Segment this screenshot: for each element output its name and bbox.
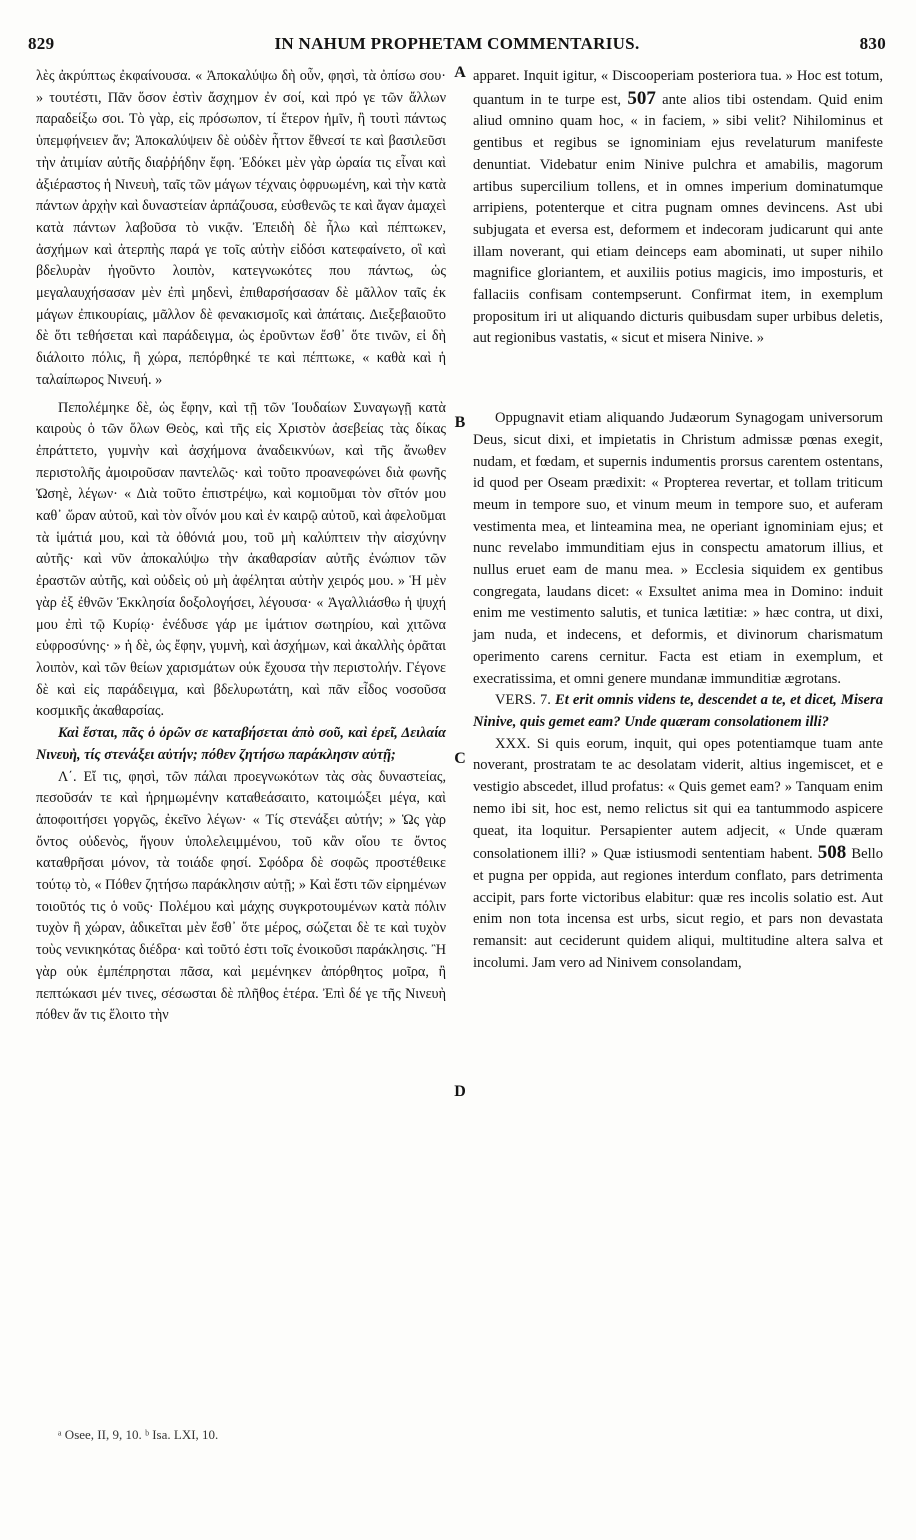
column-number-508: 508 <box>817 842 847 864</box>
footnote: ᵃ Osee, II, 9, 10. ᵇ Isa. LXI, 10. <box>58 1427 219 1442</box>
margin-letter-a: A <box>454 64 466 81</box>
greek-verse: Καὶ ἔσται, πᾶς ὁ ὁρῶν σε καταβήσεται ἀπὸ σοῦ, καὶ ἐρεῖ, Δειλαία Νινευὴ, τίς στενάξει αὐτήν; πόθεν ζητήσω παράκλησιν αὐτῇ; <box>36 725 446 763</box>
greek-column <box>36 66 446 1027</box>
latin-paragraph-1-start: apparet. Inquit igitur, « Discooperiam posteriora tua. » Hoc est totum, quantum in te turpe est, <box>473 68 883 108</box>
latin-paragraph-3-start: XXX. Si quis eorum, inquit, qui opes potentiamque tuam ante noverant, prostratam te ac desolatam viderit, altius ingemiscet, et e vestigio abscedet, illud profatus: « Quis gemet eam? » Tanquam enim nemo ibi sit, hoc est, nemo relictus sit qui ea tantummodo aspicere queat, ita loquitur. Persapienter autem adjecit, « Unde quæram consolationem illi? » Quæ istiusmodi sententiam habent. <box>473 735 883 863</box>
margin-letter-c: C <box>454 750 466 767</box>
running-title: IN NAHUM PROPHETAM COMMENTARIUS. <box>274 34 640 53</box>
column-number-507: 507 <box>627 87 656 109</box>
latin-paragraph-2: Oppugnavit etiam aliquando Judæorum Synagogam universorum Deus, sicut dixi, et impietatis in Christum admissæ pœnas exegit, nudam, et fœdam, et supernis indumentis prorsus carentem ostentans, id quod per Oseam prædixit: « Propterea revertar, et tollam triticum meum in tempore suo, et vinum meum in tempore suo, et auferam vestimenta mea, et linteamina mea, ne operiant ignominiam ejus; et nunc revelabo immunditiam ejus in conspectu amatorum illius, et nullus eruet eam de manu mea. » Ecclesia siquidem ex gentibus congregata, laudans dicet: « Exsultet anima mea in Domino: induit enim me vestimento salutis, et tunica lætitiæ: » hæc contra, ut dixi, jam nuda, et indecens, et deformis, et divinorum charismatum operimento carens cernitur. Facta est etiam in exemplum, et execratissima, et omni genere mundanæ immunditiæ ægrotans. <box>473 410 883 687</box>
latin-paragraph-1 <box>473 66 883 350</box>
verse-label: VERS. 7. <box>495 692 551 709</box>
greek-paragraph-3: Λ΄. Εἴ τις, φησὶ, τῶν πάλαι προεγνωκότων τὰς σὰς δυναστείας, πεσοῦσάν τε καὶ ἠρημωμένην καταθεάσαιτο, κατοιμώξει μέγα, καὶ ἀποφοιτήσει γοργῶς, ἐκεῖνο λέγων· « Τίς στενάξει αὐτήν; » Ὡς γὰρ ὄντος οὐδενὸς, ἥγουν ὑπολελειμμένου, τοῦ κἂν οἴου τε ὄντος καταθρῆσαι μόνον, τὰ τοιάδε φησί. Σφόδρα δὲ σοφῶς προστέθεικε τούτῳ τὸ, « Πόθεν ζητήσω παράκλησιν αὐτῇ; » Καὶ ἔστι τῶν εἰρημένων τοιοῦτός τις ὁ νοῦς· Πολέμου καὶ μάχης συγκροτουμένων κατὰ πόλιν τυχὸν ἢ χώραν, ἀδικεῖται μὲν ἔσθ᾿ ὅτε μέρος, σώζεται δὲ τε καὶ τυχὸν τοὺς νενικηκότας διέδρα· καὶ τοῦτό ἐστι τοῖς ἐνοικοῦσι παράκλησις. Ἢ γὰρ οὐκ ἐμπέπρησται πᾶσα, καὶ μεμένηκεν ἀπόρθητος μοῖρα, ἢ πεπτώκασι μέν τινες, σέσωσται δὲ πλῆθος ἑτέρα. Ἐπὶ δέ γε τῆς Νινευὴ πόθεν ἄν τις ἕλοιτο τὴν <box>36 768 446 1024</box>
greek-paragraph-2: Πεπολέμηκε δὲ, ὡς ἔφην, καὶ τῇ τῶν Ἰουδαίων Συναγωγῇ κατὰ καιροὺς ὁ τῶν ὅλων Θεὸς, καὶ τῆς εἰς Χριστὸν ἀσεβείας τὰς δίκας ἐπράττετο, γυμνὴν καὶ ἀσχήμονα ἀναδεικνύων, καὶ τῆς ἄνωθεν περιστολῆς ἀμοιροῦσαν παντελῶς· καὶ τοῦτο προανεφώνει διὰ φωνῆς Ὠσηὲ, λέγων· « Διὰ τοῦτο ἐπιστρέψω, καὶ κομιοῦμαι τὸν σῖτόν μου καθ᾿ ὥραν αὐτοῦ, καὶ τὸν οἶνόν μου καὶ ἐν καιρῷ αὐτοῦ, καὶ ἀφελοῦμαι τὰ ἱμάτιά μου, καὶ τὰ ὀθόνιά μου, τοῦ μὴ καλύπτειν τὴν αἰσχύνην αὐτῆς· καὶ νῦν ἀποκαλύψω τὴν ἀκαθαρσίαν αὐτῆς ἐνώπιον τῶν ἐραστῶν αὐτῆς, καὶ οὐδεὶς οὐ μὴ ἀφέληται αὐτὴν χειρός μου. » Ἡ μὲν γὰρ ἐξ ἐθνῶν Ἐκκλησία δοξολογήσει, λέγουσα· « Ἀγαλλιάσθω ἡ ψυχή μου ἐπὶ τῷ Κυρίῳ· ἐνέδυσε γάρ με ἱμάτιον σωτηρίου, καὶ χιτῶνα εὐφροσύνης· » ἡ δὲ, ὡς ἔφην, γυμνὴ, καὶ ἀσχήμων, καὶ ἀκαλλὴς ὁρᾶται λοιπὸν, καὶ τῶν θείων χαρισμάτων οὐκ ἔχουσα τὴν περιστολήν. Γέγονε δὲ καὶ εἰς παράδειγμα, καὶ βδελυρωτάτη, καὶ πᾶν εἶδος νοσοῦσα κοσμικῆς ἀκαθαρσίας. <box>36 399 446 720</box>
greek-paragraph-1: λὲς ἀκρύπτως ἐκφαίνουσα. « Ἀποκαλύψω δὴ οὖν, φησὶ, τὰ ὀπίσω σου· » τουτέστι, Πᾶν ὅσον ἐστὶν ἄσχημον ἐν σοί, καὶ πρό γε τῶν ἄλλων παραδείξω σοι. Τὸ γὰρ, εἰς πρόσωπον, τί ἕτερον ἡμῖν, ἢ τουτὶ πάντως ὑπεμφήνειεν ἄν; Ἀποκαλύψειν δὲ οὐδὲν ἧττον ἔθνεσί τε καὶ βασιλεῦσι τὴν ἀτιμίαν αὐτῆς διαῤῥήδην ἔφη. Ἐδόκει μὲν γὰρ ὡραία τις εἶναι καὶ ἀξιέραστος ἡ Νινευὴ, ταῖς τῶν μάγων τέχναις ὀφρυωμένη, καὶ τὴν κατὰ πάντων ἀρχὴν καὶ δυναστείαν ἁρπάζουσα, εὐσθενῶς τε καὶ ἄγαν ἀμαχεὶ κατὰ πάντων λαβοῦσα τὸ νικᾷν. Ἐπειδὴ δὲ ἧλω καὶ πέπτωκεν, ἀσχήμων καὶ ἀτερπὴς παρά γε τοῖς αὐτὴν εἰδόσι κατεφαίνετο, οἳ καὶ βδελυρὰν ἡγοῦντο λοιπὸν, κατεγνωκότες που πάντως, ὡς μεγαλαυχήσασαν μὲν ἐπὶ μηδενὶ, ἐπιθαρσήσασαν δὲ μᾶλλον ταῖς ἐκ μάγων ἐπικουρίαις, μᾶλλον δὲ φενακισμοῖς καὶ ἀπάταις. Διεξεβαιοῦτο δὲ ὅτι τεθήσεται καὶ παράδειγμα, ὡς ἐροῦντων ἔσθ᾿ ὅτε τινῶν, εἰ δὴ διάλοιτο πόλις, ἢ χώρα, πεπόρθηκέ τε καὶ πέπτωκε, « καθὰ καὶ ἡ ταλαίπωρος Νινευή. » <box>36 68 446 388</box>
page-number-left: 829 <box>28 34 55 53</box>
margin-letter-d: D <box>454 1083 466 1100</box>
latin-verse <box>473 690 883 733</box>
latin-paragraph-1-end: ante alios tibi ostendam. Quid enim aliud omnino quam hoc, « in faciem, » sibi velit? Nihilominus et gentibus et regibus se ignominiam ejus revelaturum manifeste denuntiat. Videbatur enim Ninive pulchra et amabilis, magorum artibus supercilium tollens, et in omnes imperium dominatumque arripiens, potenterque et citra pugnam omnes devincens. Ast ubi subjugata et eversa est, deformem et indecoram judicarunt qui ante illam noverant, qui etiam deinceps eam abominati, ut super nihilo magnifice gloriantem, et auxiliis potius magicis, imo imposturis, et fallaciis confisam contempserunt. Confirmat item, in exemplum propositum iri ut aliquando dicturis quibusdam super urbibus deletis, aut regionibus vastatis, « sicut et misera Ninive. » <box>473 91 883 347</box>
latin-paragraph-3-end: Bello et pugna per oppida, aut regiones interdum conflato, pars detrimenta accipit, pars forte victoribus elabitur: quæ res incolis solatio est. Aut enim non tota incensa est urbs, sicut regio, et pars non devastata remansit: aut ceciderunt quidem aliqui, multitudine altera salva et incolumi. Jam vero ad Ninivem consolandam, <box>473 846 883 971</box>
page-number-right: 830 <box>859 34 886 53</box>
margin-letter-b: B <box>454 414 466 431</box>
running-header <box>28 34 886 58</box>
latin-column <box>473 66 883 974</box>
latin-verse-text: Et erit omnis videns te, descendet a te, et dicet, Misera Ninive, quis gemet eam? Unde quæram consolationem illi? <box>473 692 884 730</box>
latin-paragraph-3 <box>473 734 883 975</box>
